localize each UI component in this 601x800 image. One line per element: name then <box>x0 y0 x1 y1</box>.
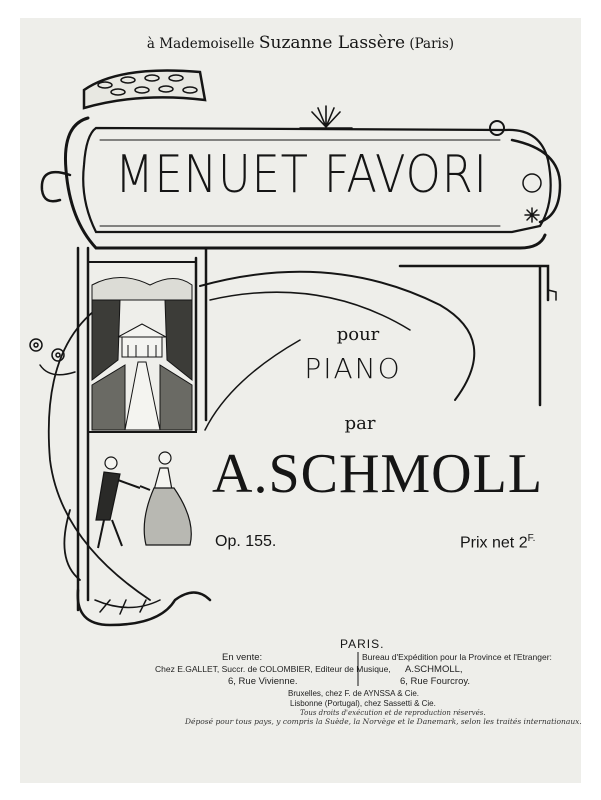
page-title: MENUET FAVORI <box>115 145 488 205</box>
dedication-prefix: à Mademoiselle <box>146 36 255 52</box>
publisher-right-line3: 6, Rue Fourcroy. <box>400 676 471 687</box>
dedication-place: (Paris) <box>409 36 455 52</box>
opus-number: Op. 155. <box>215 533 277 550</box>
rights-notice: Tous droits d'exécution et de reproduction réservés. <box>300 709 486 717</box>
price-label: Prix net 2 <box>460 534 528 552</box>
publisher-left-line2: Chez E.GALLET, Succr. de COLOMBIER, Editeur de Musique, <box>155 664 391 674</box>
publisher-city: PARIS. <box>340 637 385 651</box>
agents-line2: Lisbonne (Portugal), chez Sassetti & Cie. <box>290 699 436 708</box>
publisher-left-line3: 6, Rue Vivienne. <box>228 676 298 687</box>
publisher-right-line2: A.SCHMOLL, <box>405 664 463 675</box>
deposit-notice: Déposé pour tous pays, y compris la Suède, la Norvège et le Danemark, selon les traités internationaux. <box>185 717 582 726</box>
dedication <box>0 33 601 53</box>
dedication-name: Suzanne Lassère <box>258 33 406 53</box>
price-unit: F. <box>527 533 536 544</box>
agents-line1: Bruxelles, chez F. de AYNSSA & Cie. <box>288 689 420 698</box>
instrument: PIANO <box>304 352 402 385</box>
instrument-prefix: pour <box>336 324 380 345</box>
price <box>460 533 535 552</box>
publisher-left-line1: En vente: <box>222 652 263 663</box>
composer-prefix: par <box>344 413 376 434</box>
composer-name: A.SCHMOLL <box>212 443 544 505</box>
publisher-right-line1: Bureau d'Expédition pour la Province et l'Etranger: <box>362 652 552 662</box>
